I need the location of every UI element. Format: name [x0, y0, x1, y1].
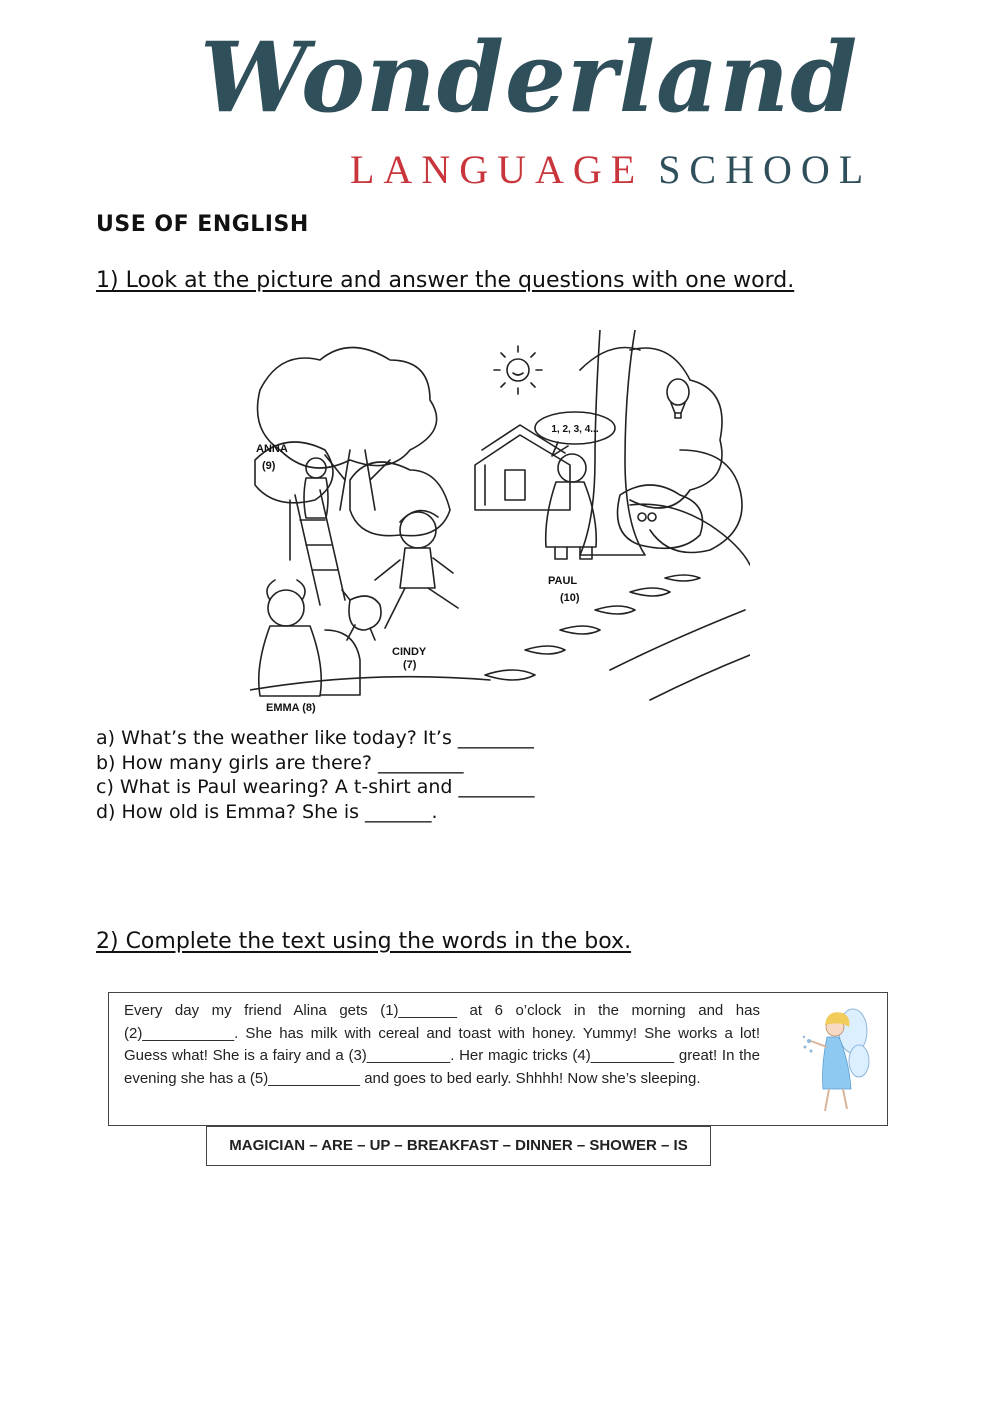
question-a: a) What’s the weather like today? It’s ________: [96, 727, 534, 749]
school-logo: [200, 18, 873, 192]
task1-title: 1) Look at the picture and answer the questions with one word.: [96, 268, 795, 293]
bubble-text: 1, 2, 3, 4...: [551, 424, 599, 435]
question-b: b) How many girls are there? _________: [96, 751, 464, 774]
anna-figure: [295, 458, 345, 605]
logo-script-text: Wonderland: [200, 21, 859, 134]
label-cindy: CINDY: [392, 646, 427, 658]
dog-drawing: [342, 590, 381, 640]
label-anna-age: (9): [262, 460, 276, 472]
paul-figure: [546, 454, 597, 559]
speech-bubble: [535, 412, 615, 456]
task2-title: 2) Complete the text using the words in the box.: [96, 929, 632, 954]
ground-line: [250, 677, 490, 690]
word-box: MAGICIAN – ARE – UP – BREAKFAST – DINNER – SHOWER – IS: [206, 1126, 711, 1166]
sun-icon: [494, 346, 542, 394]
big-tree: [580, 330, 742, 555]
bushes: [350, 462, 703, 548]
fairy-icon: [801, 999, 881, 1119]
task1-questions: [96, 726, 535, 824]
logo-subtitle-language: LANGUAGE: [350, 147, 645, 192]
label-paul-age: (10): [560, 592, 580, 604]
label-emma: EMMA (8): [266, 702, 316, 714]
question-d: d) How old is Emma? She is _______.: [96, 800, 438, 823]
cindy-figure: [375, 511, 458, 628]
gap-fill-text-box: [108, 992, 888, 1126]
stepping-stones: [485, 504, 750, 700]
section-heading: USE OF ENGLISH: [96, 212, 309, 237]
logo-subtitle-school: SCHOOL: [658, 147, 873, 192]
house-drawing: [475, 425, 570, 510]
gap-fill-text: Every day my friend Alina gets (1)_______ at 6 o’clock in the morning and has (2)___________. She has milk with cereal and toast with honey. Yummy! She works a lot! Guess what! She is a fairy and a (3)__________. Her magic tricks (4)__________ great! In the evening she has a (5)___________ and goes to bed early. Shhhh! Now she’s sleeping.: [124, 1002, 760, 1087]
question-c: c) What is Paul wearing? A t-shirt and ________: [96, 776, 535, 798]
label-paul: PAUL: [548, 575, 578, 587]
logo-subtitle: [350, 146, 873, 194]
label-anna: ANNA: [256, 443, 288, 455]
label-cindy-age: (7): [403, 659, 417, 671]
park-illustration: [250, 330, 750, 720]
balloon-icon: [667, 379, 689, 418]
